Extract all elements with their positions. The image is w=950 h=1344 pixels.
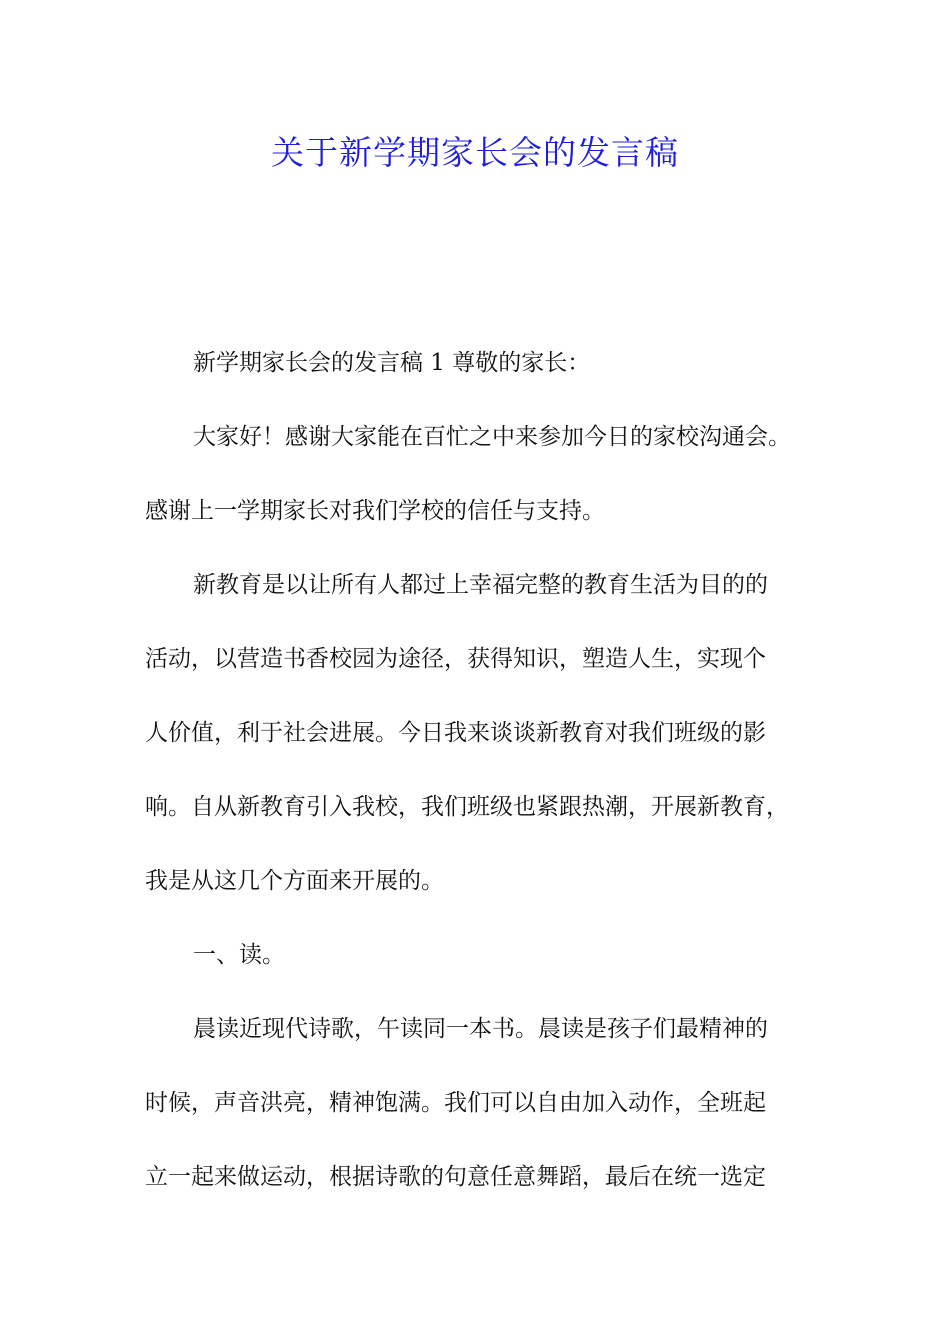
document-body (145, 338, 807, 1202)
paragraph-line: 立一起来做运动，根据诗歌的句意任意舞蹈，最后在统一选定 (145, 1164, 766, 1190)
paragraph-line: 时候，声音洪亮，精神饱满。我们可以自由加入动作，全班起 (145, 1090, 766, 1116)
paragraph-line: 我是从这几个方面来开展的。 (145, 868, 444, 894)
paragraph-line: 感谢上一学期家长对我们学校的信任与支持。 (145, 498, 605, 524)
paragraph-line: 人价值，利于社会进展。今日我来谈谈新教育对我们班级的影 (145, 720, 766, 746)
paragraph-line: 响。自从新教育引入我校，我们班级也紧跟热潮，开展新教育， (145, 794, 789, 820)
paragraph-line: 活动，以营造书香校园为途径，获得知识，塑造人生，实现个 (145, 646, 766, 672)
paragraph-line: 大家好！感谢大家能在百忙之中来参加今日的家校沟通会。 (193, 424, 791, 450)
paragraph-line: 新教育是以让所有人都过上幸福完整的教育生活为目的的 (193, 572, 768, 598)
document-title: 关于新学期家长会的发言稿 (271, 133, 679, 172)
paragraph-line: 晨读近现代诗歌，午读同一本书。晨读是孩子们最精神的 (193, 1016, 768, 1042)
section-heading: 一、读。 (193, 942, 285, 968)
paragraph-line: 新学期家长会的发言稿 1 尊敬的家长： (193, 350, 591, 376)
